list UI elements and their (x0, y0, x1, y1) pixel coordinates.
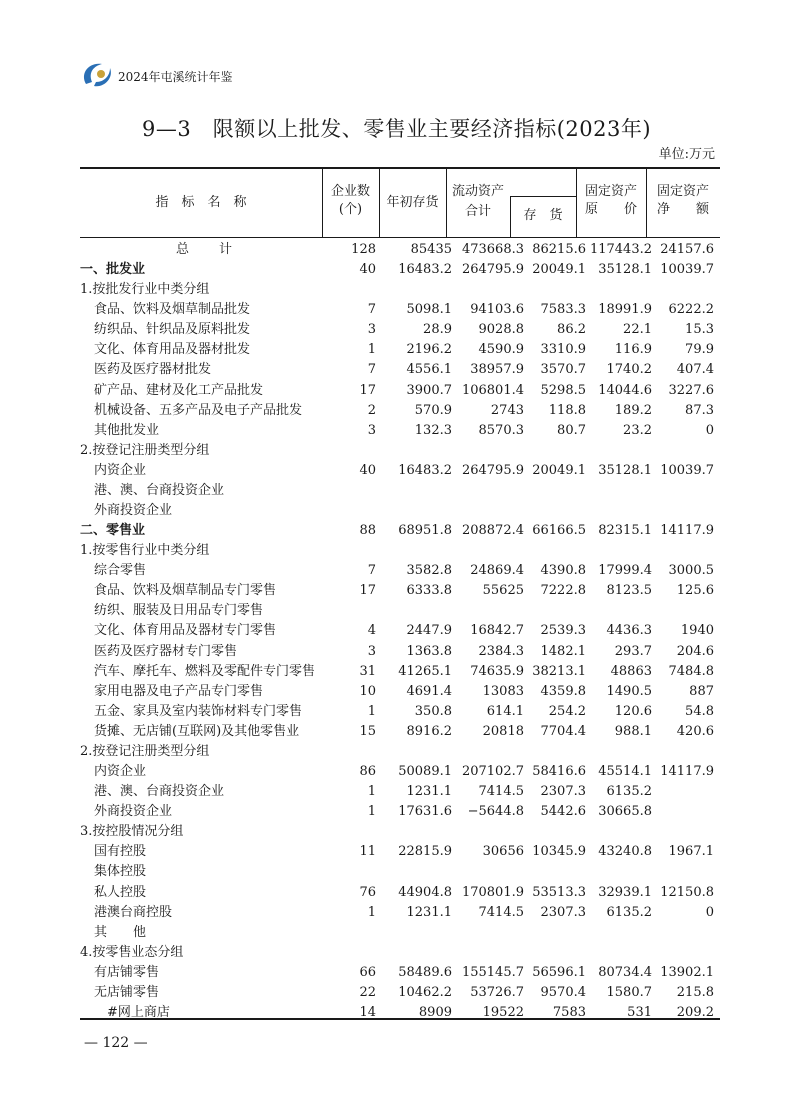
page-number: — 122 — (84, 1035, 148, 1051)
unit-label: 单位:万元 (658, 147, 715, 162)
col-header-current-assets: 流动资产 (451, 184, 504, 199)
cell-value: 7 (367, 362, 376, 378)
cell-value: 6135.2 (606, 784, 652, 800)
table-row (80, 441, 720, 461)
cell-value: 128 (351, 242, 376, 257)
cell-value: 1490.5 (606, 683, 652, 699)
cell-value: 8916.2 (406, 723, 452, 739)
cell-value: 7583.3 (540, 302, 586, 318)
row-label: 文化、体育用品及器材批发 (94, 342, 251, 358)
cell-value: 43240.8 (598, 844, 652, 860)
cell-value: 1363.8 (406, 643, 452, 659)
cell-value: 116.9 (614, 342, 652, 358)
row-label: 医药及医疗器材批发 (94, 362, 212, 378)
cell-value: 16483.2 (398, 462, 452, 478)
cell-value: 106801.4 (461, 382, 524, 398)
cell-value: 10039.7 (660, 262, 714, 278)
table-row (80, 340, 720, 360)
row-label: 食品、饮料及烟草制品批发 (94, 302, 251, 318)
cell-value: 4359.8 (540, 683, 586, 699)
row-label: 食品、饮料及烟草制品专门零售 (94, 583, 277, 599)
table-row (80, 320, 720, 340)
cell-value: 66 (359, 964, 376, 980)
cell-value: 3310.9 (540, 342, 586, 358)
cell-value: 2307.3 (540, 904, 586, 920)
col-header-name: 指 标 名 称 (155, 195, 247, 210)
cell-value: 207102.7 (461, 764, 524, 780)
cell-value: 50089.1 (398, 764, 452, 780)
cell-value: 420.6 (676, 723, 714, 739)
cell-value: 56596.1 (532, 964, 586, 980)
cell-value: 1740.2 (606, 362, 652, 378)
row-label: 无店铺零售 (94, 984, 160, 1000)
cell-value: 3 (367, 643, 376, 659)
cell-value: 7704.4 (540, 723, 586, 739)
table-row (80, 802, 720, 822)
cell-value: 31 (359, 663, 376, 679)
table-row (80, 501, 720, 521)
cell-value: 30665.8 (598, 804, 652, 820)
cell-value: 53726.7 (470, 984, 524, 1000)
cell-value: 20049.1 (532, 262, 586, 278)
cell-value: 17631.6 (398, 804, 452, 820)
yearbook-title: 2024年屯溪统计年鉴 (118, 70, 233, 84)
row-label: 总计 (176, 242, 263, 257)
cell-value: 48863 (610, 663, 652, 679)
cell-value: 20049.1 (532, 462, 586, 478)
table-row (80, 903, 720, 923)
col-header-current-assets-total: 合计 (464, 204, 491, 219)
table-row (80, 421, 720, 441)
table-row (80, 461, 720, 481)
cell-value: 17 (359, 583, 376, 599)
cell-value: 170801.9 (461, 884, 524, 900)
cell-value: 2196.2 (406, 342, 452, 358)
cell-value: 15.3 (685, 322, 714, 338)
cell-value: 55625 (482, 583, 524, 599)
cell-value: 22815.9 (398, 844, 452, 860)
cell-value: 1 (367, 804, 376, 820)
table-row (80, 702, 720, 722)
cell-value: 23.2 (623, 422, 652, 438)
table-row (80, 762, 720, 782)
cell-value: 6222.2 (668, 302, 714, 318)
table-row (80, 662, 720, 682)
row-label: 内资企业 (94, 462, 147, 478)
col-header-fixed-assets-label: 固定资产 (584, 184, 637, 199)
cell-value: 58489.6 (398, 964, 452, 980)
cell-value: 80734.4 (598, 964, 652, 980)
cell-value: 58416.6 (532, 764, 586, 780)
col-header-net-fixed-assets-net: 净 额 (656, 202, 709, 217)
cell-value: 2743 (490, 402, 524, 418)
row-label: 五金、家具及室内装饰材料专门零售 (94, 703, 303, 719)
table-row (80, 883, 720, 903)
cell-value: 5098.1 (406, 302, 452, 318)
cell-value: 7222.8 (540, 583, 586, 599)
col-header-inventory: 存 货 (523, 208, 563, 223)
cell-value: 204.6 (676, 643, 714, 659)
cell-value: 17999.4 (598, 563, 652, 579)
cell-value: 1482.1 (540, 643, 586, 659)
cell-value: 10039.7 (660, 462, 714, 478)
cell-value: 88 (359, 523, 376, 539)
cell-value: 1231.1 (406, 784, 452, 800)
cell-value: 17 (359, 382, 376, 398)
row-label: 3.按控股情况分组 (80, 824, 184, 840)
cell-value: 4590.9 (478, 342, 524, 358)
cell-value: 0 (705, 422, 714, 438)
row-label: 港、澳、台商投资企业 (94, 482, 225, 498)
cell-value: 2307.3 (540, 784, 586, 800)
table-row (80, 401, 720, 421)
cell-value: 189.2 (614, 402, 652, 418)
cell-value: 118.8 (548, 402, 586, 418)
cell-value: 4 (367, 623, 376, 639)
table-row (80, 521, 720, 541)
col-header-fixed-assets-original: 原 价 (584, 202, 637, 217)
table-row (80, 300, 720, 320)
row-label: #网上商店 (94, 1004, 170, 1020)
cell-value: 4390.8 (540, 563, 586, 579)
cell-value: 3 (367, 422, 376, 438)
cell-value: 1231.1 (406, 904, 452, 920)
cell-value: 570.9 (414, 402, 452, 418)
row-label: 一、批发业 (80, 262, 146, 278)
cell-value: 66166.5 (532, 523, 586, 539)
cell-value: 24869.4 (470, 563, 524, 579)
table-row (80, 260, 720, 280)
row-label: 私人控股 (94, 884, 147, 900)
table-row (80, 561, 720, 581)
row-label: 其 他 (94, 924, 147, 940)
cell-value: 215.8 (676, 984, 714, 1000)
row-label: 内资企业 (94, 764, 147, 780)
cell-value: 4436.3 (606, 623, 652, 639)
cell-value: 8909 (418, 1004, 452, 1020)
row-label: 综合零售 (94, 563, 147, 579)
table-row (80, 963, 720, 983)
table-top-rule (80, 167, 720, 169)
row-label: 外商投资企业 (94, 503, 173, 519)
cell-value: 117443.2 (589, 242, 652, 257)
row-label: 文化、体育用品及器材专门零售 (94, 623, 277, 639)
row-label: 家用电器及电子产品专门零售 (94, 683, 264, 699)
cell-value: 35128.1 (598, 262, 652, 278)
table-row (80, 1003, 720, 1023)
cell-value: 2384.3 (478, 643, 524, 659)
table-row (80, 481, 720, 501)
cell-value: 94103.6 (470, 302, 524, 318)
cell-value: 7414.5 (478, 904, 524, 920)
cell-value: 3570.7 (540, 362, 586, 378)
row-label: 机械设备、五多产品及电子产品批发 (94, 402, 303, 418)
cell-value: 38957.9 (470, 362, 524, 378)
cell-value: 19522 (482, 1004, 524, 1020)
cell-value: 76 (359, 884, 376, 900)
cell-value: 40 (359, 462, 376, 478)
col-header-net-fixed-assets (646, 183, 720, 219)
cell-value: 1940 (680, 623, 714, 639)
cell-value: 14 (359, 1004, 376, 1020)
cell-value: 3582.8 (406, 563, 452, 579)
table-row (80, 782, 720, 802)
cell-value: 14117.9 (660, 523, 714, 539)
cell-value: 4691.4 (406, 683, 452, 699)
table-row (80, 742, 720, 762)
cell-value: 0 (705, 904, 714, 920)
row-label: 矿产品、建材及化工产品批发 (94, 382, 264, 398)
col-header-fixed-assets (576, 183, 646, 219)
cell-value: 7 (367, 563, 376, 579)
cell-value: 9570.4 (540, 984, 586, 1000)
cell-value: 3000.5 (668, 563, 714, 579)
table-row (80, 240, 720, 260)
table-row (80, 983, 720, 1003)
cell-value: 16842.7 (470, 623, 524, 639)
row-label: 医药及医疗器材专门零售 (94, 643, 238, 659)
cell-value: 13083 (482, 683, 524, 699)
cell-value: 30656 (482, 844, 524, 860)
cell-value: 7 (367, 302, 376, 318)
cell-value: 208872.4 (461, 523, 524, 539)
col-header-enterprises-unit: (个) (338, 202, 363, 217)
cell-value: 254.2 (548, 703, 586, 719)
row-label: 集体控股 (94, 864, 147, 880)
row-label: 二、零售业 (80, 523, 146, 539)
cell-value: 350.8 (414, 703, 452, 719)
table-row (80, 280, 720, 300)
cell-value: 6135.2 (606, 904, 652, 920)
table-row (80, 621, 720, 641)
cell-value: 85435 (410, 242, 452, 257)
cell-value: 1 (367, 904, 376, 920)
table-row (80, 862, 720, 882)
cell-value: 40 (359, 262, 376, 278)
subheader-rule (510, 196, 576, 197)
cell-value: 86215.6 (532, 242, 586, 257)
cell-value: 293.7 (614, 643, 652, 659)
col-header-enterprises-label: 企业数 (330, 184, 370, 199)
table-row (80, 601, 720, 621)
cell-value: 5442.6 (540, 804, 586, 820)
col-header-net-fixed-assets-label: 固定资产 (656, 184, 709, 199)
row-label: 港澳台商控股 (94, 904, 173, 920)
cell-value: 18991.9 (598, 302, 652, 318)
cell-value: 74635.9 (470, 663, 524, 679)
row-label: 2.按登记注册类型分组 (80, 743, 210, 759)
cell-value: 11 (359, 844, 376, 860)
cell-value: 155145.7 (461, 964, 524, 980)
cell-value: 35128.1 (598, 462, 652, 478)
cell-value: 3900.7 (406, 382, 452, 398)
cell-value: 988.1 (614, 723, 652, 739)
cell-value: 41265.1 (398, 663, 452, 679)
cell-value: 53513.3 (532, 884, 586, 900)
cell-value: 14117.9 (660, 764, 714, 780)
cell-value: 12150.8 (660, 884, 714, 900)
cell-value: 15 (359, 723, 376, 739)
cell-value: 14044.6 (598, 382, 652, 398)
row-label: 有店铺零售 (94, 964, 160, 980)
cell-value: 54.8 (685, 703, 714, 719)
cell-value: 16483.2 (398, 262, 452, 278)
cell-value: 28.9 (423, 322, 452, 338)
cell-value: 45514.1 (598, 764, 652, 780)
cell-value: 13902.1 (660, 964, 714, 980)
yearbook-logo (80, 60, 116, 90)
row-label: 国有控股 (94, 844, 147, 860)
row-label: 港、澳、台商投资企业 (94, 784, 225, 800)
cell-value: 887 (689, 683, 714, 699)
cell-value: 7583 (552, 1004, 586, 1020)
cell-value: 1967.1 (668, 844, 714, 860)
table-row (80, 360, 720, 380)
cell-value: 407.4 (676, 362, 714, 378)
cell-value: 125.6 (676, 583, 714, 599)
cell-value: 473668.3 (461, 242, 524, 257)
cell-value: 3 (367, 322, 376, 338)
cell-value: 87.3 (685, 402, 714, 418)
cell-value: 209.2 (676, 1004, 714, 1020)
cell-value: 614.1 (486, 703, 524, 719)
cell-value: 8570.3 (478, 422, 524, 438)
table-row (80, 943, 720, 963)
table-row (80, 923, 720, 943)
cell-value: 44904.8 (398, 884, 452, 900)
cell-value: 10 (359, 683, 376, 699)
cell-value: 1 (367, 342, 376, 358)
row-label: 货摊、无店铺(互联网)及其他零售业 (94, 723, 300, 739)
row-label: 4.按零售业态分组 (80, 944, 184, 960)
cell-value: 5298.5 (540, 382, 586, 398)
table-row (80, 642, 720, 662)
row-label: 2.按登记注册类型分组 (80, 442, 210, 458)
row-label: 其他批发业 (94, 422, 160, 438)
cell-value: 1 (367, 703, 376, 719)
row-label: 纺织品、针织品及原料批发 (94, 322, 251, 338)
row-label: 汽车、摩托车、燃料及零配件专门零售 (94, 663, 316, 679)
table-row (80, 822, 720, 842)
cell-value: 7484.8 (668, 663, 714, 679)
cell-value: 2539.3 (540, 623, 586, 639)
cell-value: 2 (367, 402, 376, 418)
table-row (80, 581, 720, 601)
cell-value: 68951.8 (398, 523, 452, 539)
row-label: 纺织、服装及日用品专门零售 (94, 603, 264, 619)
table-row (80, 541, 720, 561)
cell-value: 4556.1 (406, 362, 452, 378)
cell-value: 3227.6 (668, 382, 714, 398)
cell-value: 120.6 (614, 703, 652, 719)
cell-value: 2447.9 (406, 623, 452, 639)
cell-value: 1 (367, 784, 376, 800)
cell-value: 9028.8 (478, 322, 524, 338)
row-label: 1.按零售行业中类分组 (80, 543, 210, 559)
cell-value: 6333.8 (406, 583, 452, 599)
header-bottom-rule (80, 237, 720, 238)
cell-value: 7414.5 (478, 784, 524, 800)
cell-value: −5644.8 (467, 804, 524, 820)
cell-value: 10462.2 (398, 984, 452, 1000)
cell-value: 132.3 (414, 422, 452, 438)
table-row (80, 722, 720, 742)
cell-value: 22.1 (623, 322, 652, 338)
cell-value: 24157.6 (660, 242, 714, 257)
page-title: 9—3 限额以上批发、零售业主要经济指标(2023年) (141, 117, 652, 141)
cell-value: 531 (627, 1004, 652, 1020)
cell-value: 38213.1 (532, 663, 586, 679)
cell-value: 79.9 (685, 342, 714, 358)
cell-value: 86.2 (557, 322, 586, 338)
col-header-opening-inventory: 年初存货 (386, 195, 439, 210)
cell-value: 8123.5 (606, 583, 652, 599)
row-label: 1.按批发行业中类分组 (80, 282, 210, 298)
table-row (80, 842, 720, 862)
col-header-enterprises (322, 183, 379, 219)
cell-value: 22 (359, 984, 376, 1000)
cell-value: 82315.1 (598, 523, 652, 539)
table-body (80, 240, 720, 1023)
table-row (80, 682, 720, 702)
cell-value: 86 (359, 764, 376, 780)
cell-value: 10345.9 (532, 844, 586, 860)
cell-value: 20818 (482, 723, 524, 739)
cell-value: 1580.7 (606, 984, 652, 1000)
cell-value: 264795.9 (461, 262, 524, 278)
table-row (80, 381, 720, 401)
cell-value: 32939.1 (598, 884, 652, 900)
cell-value: 264795.9 (461, 462, 524, 478)
cell-value: 80.7 (557, 422, 586, 438)
row-label: 外商投资企业 (94, 804, 173, 820)
